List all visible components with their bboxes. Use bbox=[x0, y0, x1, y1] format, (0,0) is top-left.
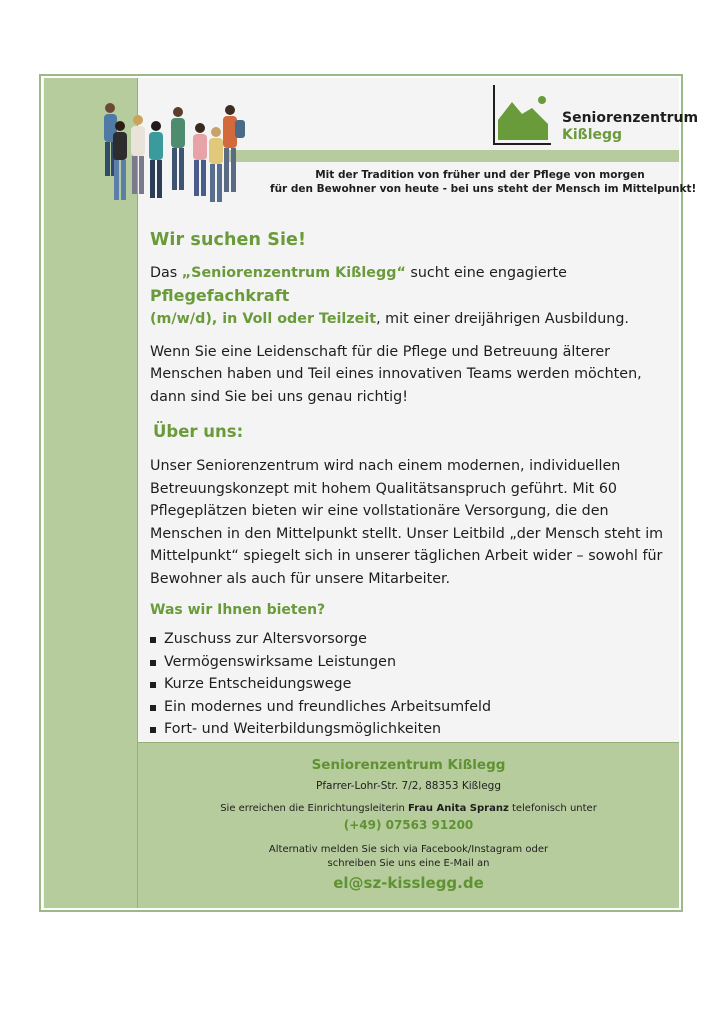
job-role: Pflegefachkraft bbox=[150, 285, 290, 305]
contact-person: Frau Anita Spranz bbox=[408, 803, 509, 814]
list-item: Kurze Entscheidungswege bbox=[150, 673, 672, 696]
contact-footer bbox=[138, 742, 679, 908]
footer-phone[interactable]: (+49) 07563 91200 bbox=[343, 818, 474, 832]
logo-city: Kißlegg bbox=[562, 127, 623, 143]
footer-alt-line-2: schreiben Sie uns eine E-Mail an bbox=[327, 858, 490, 869]
footer-alt-line-1: Alternativ melden Sie sich via Facebook/Instagram oder bbox=[268, 844, 549, 855]
intro-mid: sucht eine engagierte bbox=[405, 265, 567, 281]
people-illustration bbox=[96, 100, 252, 210]
list-item: Ein modernes und freundliches Arbeitsumfeld bbox=[150, 696, 672, 719]
footer-address: Pfarrer-Lohr-Str. 7/2, 88353 Kißlegg bbox=[315, 780, 501, 792]
tagline-line-1: Mit der Tradition von früher und der Pflege von morgen bbox=[315, 169, 645, 181]
offer-heading: Was wir Ihnen bieten? bbox=[150, 602, 326, 618]
intro-suffix: , mit einer dreijährigen Ausbildung. bbox=[376, 311, 629, 327]
job-terms: (m/w/d), in Voll oder Teilzeit bbox=[150, 311, 377, 327]
footer-email[interactable]: el@sz-kisslegg.de bbox=[333, 874, 484, 892]
intro-heading: Wir suchen Sie! bbox=[150, 230, 307, 250]
list-item: Fort- und Weiterbildungsmöglichkeiten bbox=[150, 718, 672, 741]
header-bar bbox=[228, 150, 679, 162]
logo-mark bbox=[492, 84, 552, 146]
org-name: „Seniorenzentrum Kißlegg“ bbox=[181, 265, 406, 281]
list-item: Vermögenswirksame Leistungen bbox=[150, 651, 672, 674]
footer-contact-line bbox=[138, 803, 679, 814]
main-content bbox=[150, 230, 672, 763]
footer-name: Seniorenzentrum Kißlegg bbox=[311, 757, 506, 773]
list-item: Zuschuss zur Altersvorsorge bbox=[150, 628, 672, 651]
contact-prefix: Sie erreichen die Einrichtungsleiterin bbox=[220, 803, 409, 814]
intro-paragraph-1 bbox=[150, 262, 672, 331]
about-heading: Über uns: bbox=[153, 422, 244, 441]
intro-prefix: Das bbox=[150, 265, 182, 281]
about-paragraph: Unser Seniorenzentrum wird nach einem modernen, individuellen Betreuungskonzept mit hohem Qualitätsanspruch geführt. Mit 60 Pflegeplätzen bieten wir eine vollstationäre Versorgung, die den Menschen in den Mittelpunkt stellt. Unser Leitbild „der Mensch steht im Mittelpunkt“ spiegelt sich in unserer täglichen Arbeit wider – sowohl für Bewohner als auch für unsere Mitarbeiter. bbox=[150, 458, 664, 587]
logo-name: Seniorenzentrum bbox=[562, 110, 699, 126]
contact-suffix: telefonisch unter bbox=[508, 803, 597, 814]
intro-paragraph-2: Wenn Sie eine Leidenschaft für die Pflege und Betreuung älterer Menschen haben und Teil eines innovativen Teams werden möchten, dann sind Sie bei uns genau richtig! bbox=[150, 343, 642, 405]
tagline-line-2: für den Bewohner von heute - bei uns steht der Mensch im Mittelpunkt! bbox=[270, 183, 697, 195]
